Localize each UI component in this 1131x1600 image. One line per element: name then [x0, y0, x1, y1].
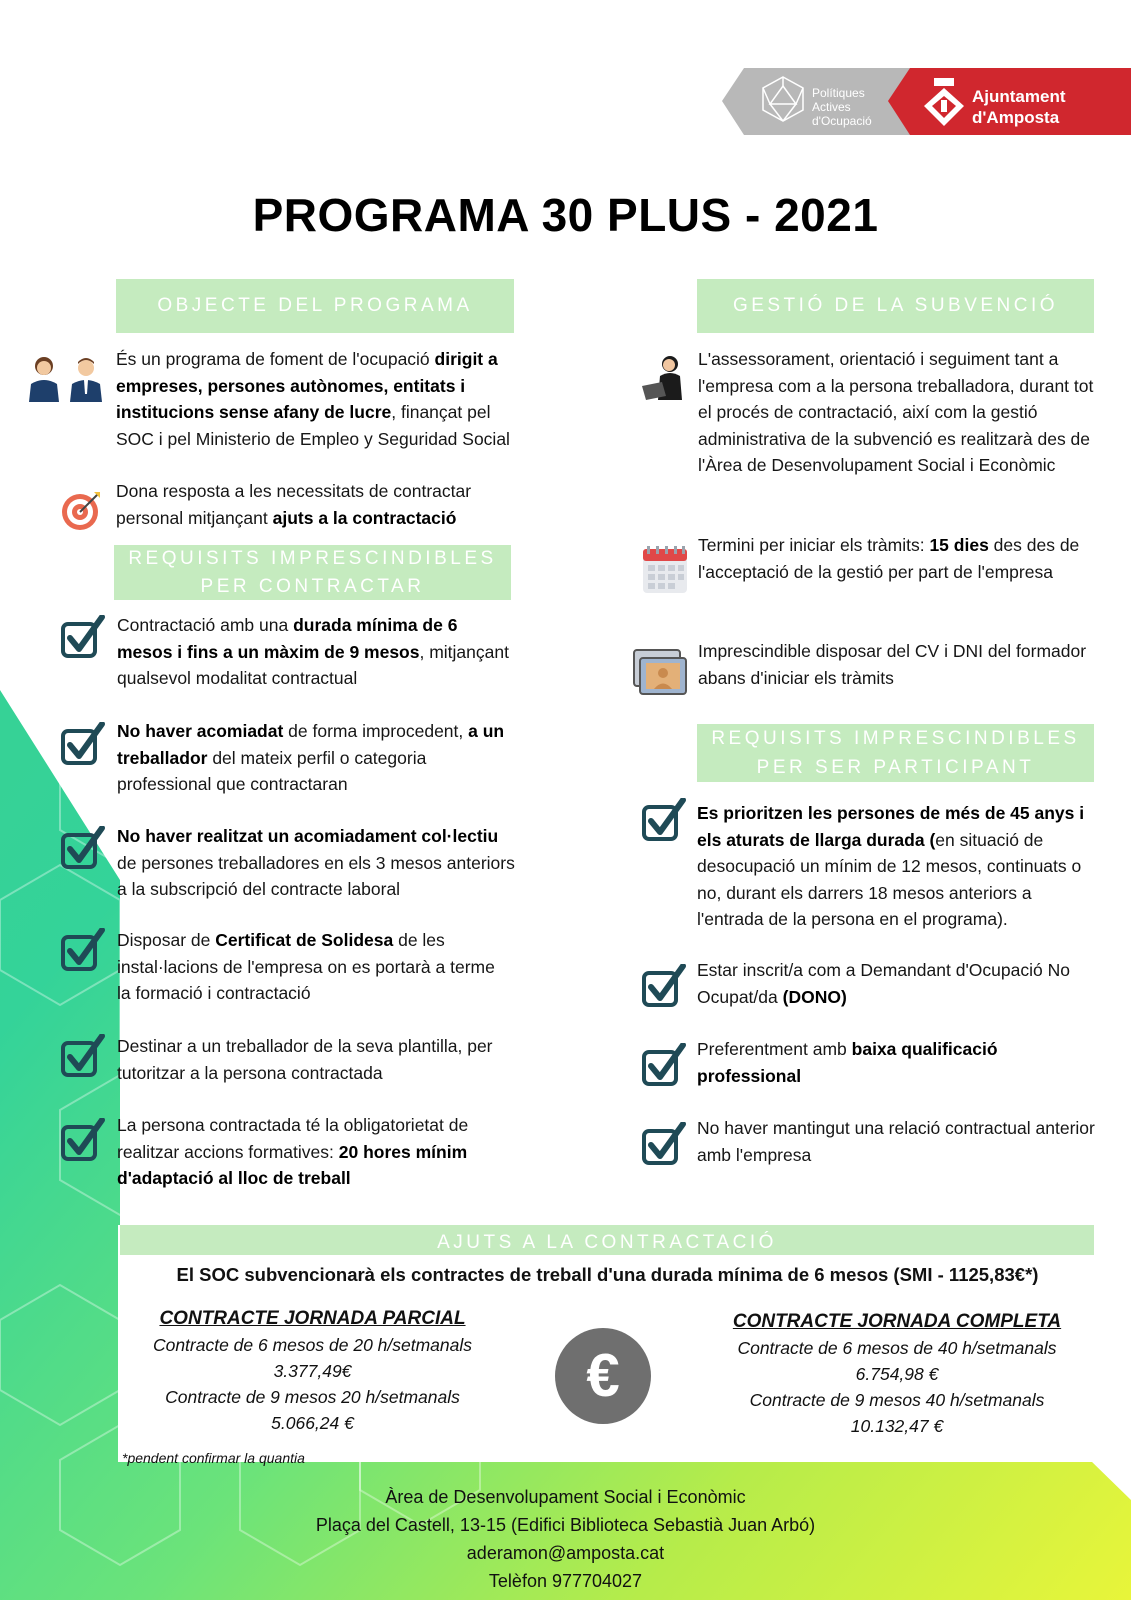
gestio-heading: GESTIÓ DE LA SUBVENCIÓ [697, 279, 1094, 333]
contract-amount: 3.377,49€ [273, 1361, 352, 1381]
checkbox-checked-icon [60, 615, 106, 661]
checkbox-checked-icon [60, 826, 106, 872]
checkbox-checked-icon [60, 722, 106, 768]
footer-phone: Telèfon 977704027 [488, 1571, 643, 1591]
contract-amount: 6.754,98 € [855, 1364, 939, 1384]
list-item: Preferentment amb baixa qualificació professional [697, 1039, 998, 1086]
gestio-paragraph-1: L'assessorament, orientació i seguiment tant a l'empresa com a la persona treballadora, durant tot el procés de contractació, així com la gestió administrativa de la subvenció es realitzarà des de l'Àrea de Desenvolupament Social i Econòmic [698, 349, 1094, 475]
target-icon [60, 490, 102, 532]
list-item: Es prioritzen les persones de més de 45 anys i els aturats de llarga durada (en situació de desocupació un mínim de 12 mesos, continuats o no, durant els darrers 18 mesos anteriors a l'entrada de la persona en el programa). [697, 803, 1085, 929]
poa-line-2: Actives [812, 100, 851, 114]
polyhedron-icon [758, 74, 808, 124]
contract-line: Contracte de 6 mesos de 20 h/setmanals [152, 1335, 473, 1355]
contract-parcial [130, 1306, 495, 1436]
requisits-participant-heading [697, 724, 1094, 782]
list-item: La persona contractada té la obligatorietat de realitzar accions formatives: 20 hores mínim d'adaptació al lloc de treball [117, 1115, 469, 1188]
photo-id-icon [632, 648, 690, 698]
euro-icon: € [555, 1328, 651, 1424]
checkbox-checked-icon [60, 928, 106, 974]
checkbox-checked-icon [641, 964, 687, 1010]
heading-line-2: PER SER PARTICIPANT [756, 757, 1035, 778]
contract-parcial-heading: CONTRACTE JORNADA PARCIAL [159, 1308, 466, 1329]
contract-amount: 5.066,24 € [271, 1413, 354, 1433]
requisits-contractar-heading [114, 545, 511, 600]
business-people-icon [24, 354, 108, 404]
gestio-paragraph-2: Termini per iniciar els tràmits: 15 dies des des de l'acceptació de la gestió per part de l'empresa [698, 535, 1080, 582]
footer-area: Àrea de Desenvolupament Social i Econòmic [385, 1487, 746, 1507]
city-logo-text [972, 86, 1066, 128]
footer [0, 1483, 1131, 1595]
footer-address: Plaça del Castell, 13-15 (Edifici Biblioteca Sebastià Juan Arbó) [315, 1515, 816, 1535]
list-item: Contractació amb una durada mínima de 6 mesos i fins a un màxim de 9 mesos, mitjançant qualsevol modalitat contractual [117, 615, 509, 688]
list-item: No haver mantingut una relació contractual anterior amb l'empresa [697, 1118, 1095, 1165]
city-line-1: Ajuntament [972, 87, 1066, 106]
checkbox-checked-icon [641, 798, 687, 844]
contract-amount: 10.132,47 € [850, 1416, 944, 1436]
poa-line-3: d'Ocupació [812, 114, 872, 128]
heading-line-1: REQUISITS IMPRESCINDIBLES [128, 548, 497, 569]
footer-email[interactable]: aderamon@amposta.cat [466, 1543, 665, 1563]
contract-line: Contracte de 9 mesos 20 h/setmanals [165, 1387, 460, 1407]
objecte-paragraph-2: Dona resposta a les necessitats de contractar personal mitjançant ajuts a la contractació [116, 481, 472, 528]
contract-completa [712, 1309, 1082, 1439]
checkbox-checked-icon [641, 1122, 687, 1168]
list-item: Disposar de Certificat de Solidesa de les instal·lacions de l'empresa on es portarà a terme la formació i contractació [117, 930, 495, 1003]
poa-line-1: Polítiques [812, 86, 865, 100]
city-shield-icon [922, 76, 966, 128]
footnote: *pendent confirmar la quantia [122, 1450, 305, 1466]
poa-logo-text [812, 86, 872, 128]
city-line-2: d'Amposta [972, 108, 1060, 127]
heading-line-1: REQUISITS IMPRESCINDIBLES [711, 728, 1080, 749]
objecte-heading: OBJECTE DEL PROGRAMA [116, 279, 514, 333]
checkbox-checked-icon [60, 1034, 106, 1080]
list-item: No haver acomiadat de forma improcedent, a un treballador del mateix perfil o categoria professional que contractaran [117, 721, 505, 794]
heading-line-2: PER CONTRACTAR [200, 576, 425, 597]
checkbox-checked-icon [60, 1118, 106, 1164]
contract-line: Contracte de 9 mesos 40 h/setmanals [749, 1390, 1045, 1410]
contract-completa-heading: CONTRACTE JORNADA COMPLETA [732, 1311, 1062, 1332]
calendar-icon [641, 543, 689, 595]
gestio-paragraph-3: Imprescindible disposar del CV i DNI del formador abans d'iniciar els tràmits [698, 641, 1087, 688]
person-laptop-icon [640, 354, 686, 402]
page-title: PROGRAMA 30 PLUS - 2021 [252, 189, 879, 241]
ajuts-heading: AJUTS A LA CONTRACTACIÓ [120, 1225, 1094, 1255]
contract-line: Contracte de 6 mesos de 40 h/setmanals [737, 1338, 1057, 1358]
list-item: No haver realitzat un acomiadament col·lectiu de persones treballadores en els 3 mesos anteriors a la subscripció del contracte laboral [117, 826, 515, 899]
list-item: Estar inscrit/a com a Demandant d'Ocupació No Ocupat/da (DONO) [697, 960, 1070, 1007]
checkbox-checked-icon [641, 1043, 687, 1089]
list-item: Destinar a un treballador de la seva plantilla, per tutoritzar a la persona contractada [117, 1036, 493, 1083]
ajuts-lead: El SOC subvencionarà els contractes de treball d'una durada mínima de 6 mesos (SMI - 1125,83€*) [176, 1264, 1039, 1285]
objecte-paragraph-1: És un programa de foment de l'ocupació dirigit a empreses, persones autònomes, entitats i institucions sense afany de lucre, finançat pel SOC i pel Ministerio de Empleo y Seguridad Social [116, 349, 510, 449]
